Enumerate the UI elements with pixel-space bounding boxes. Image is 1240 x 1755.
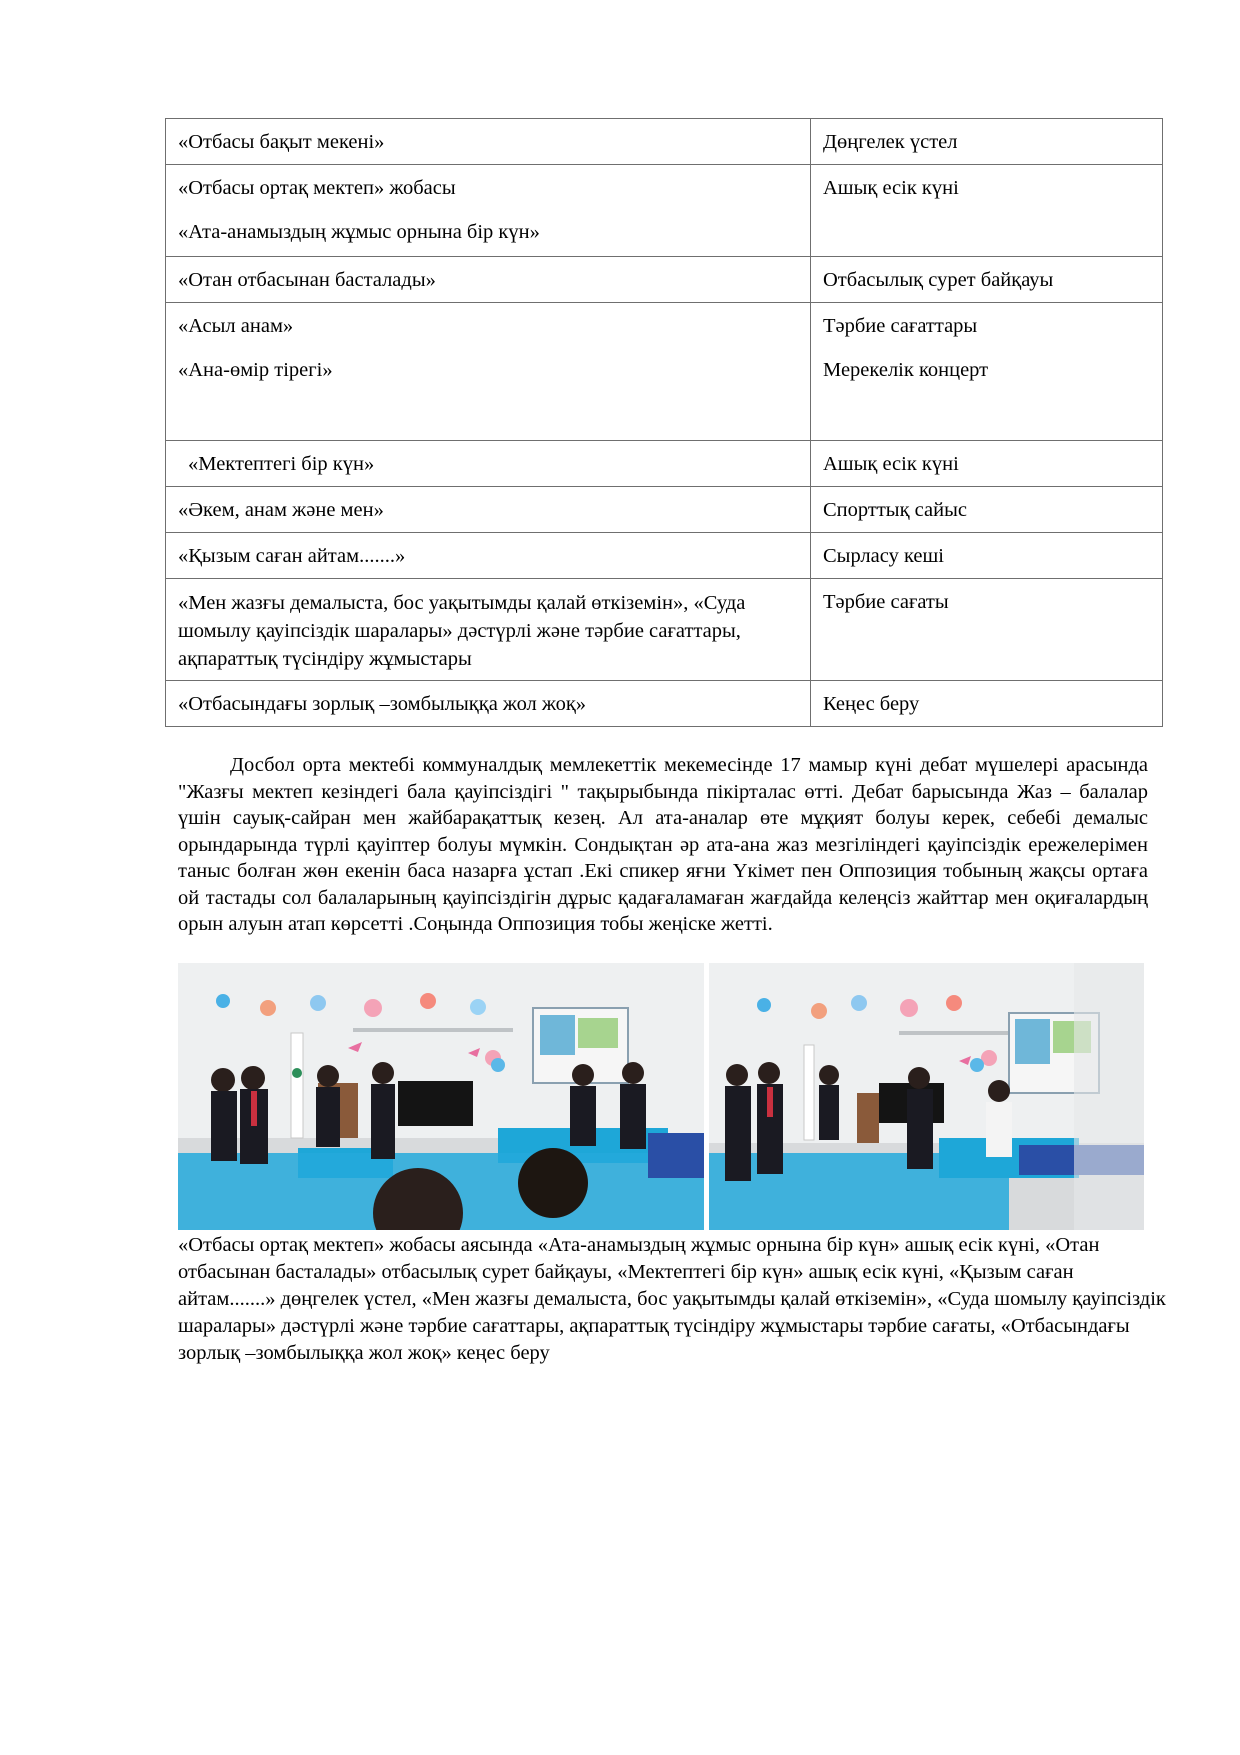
table-row [166,303,1163,441]
table-row [166,533,1163,579]
table-row [166,165,1163,257]
event-name: «Ата-анамыздың жұмыс орнына бір күн» [178,221,540,243]
photo-caption: «Отбасы ортақ мектеп» жобасы аясында «Ата-анамыздың жұмыс орнына бір күн» ашық есік күні, «Отан отбасынан басталады» отбасылық сурет байқауы, «Мектептегі бір күн» ашық есік күні, «Қызым саған айтам.......» дөңгелек үстел, «Мен жазғы демалыста, бос уақытымды қалай өткіземін», «Суда шомылу қауіпсіздік шаралары» дәстүрлі және тәрбие сағаттары, ақпараттық түсіндіру жұмыстары тәрбие сағаты, «Отбасындағы зорлық –зомбылыққа жол жоқ» кеңес беру [178,1234,1166,1364]
event-name: «Қызым саған айтам.......» [178,545,406,567]
event-name-cell [166,257,811,303]
table-row [166,441,1163,487]
event-name-cell [166,533,811,579]
event-name: «Әкем, анам және мен» [178,499,384,521]
table-row [166,257,1163,303]
event-name: «Отбасы ортақ мектеп» жобасы [178,177,456,199]
event-form: Тәрбие сағаты [823,591,949,613]
event-name-cell [166,487,811,533]
event-form-cell [811,257,1163,303]
events-table-body [166,119,1163,727]
event-form: Ашық есік күні [823,177,959,199]
event-form-cell [811,441,1163,487]
event-form-cell [811,579,1163,681]
event-form: Ашық есік күні [823,453,959,475]
event-name: «Отбасы бақыт мекені» [178,131,385,153]
event-form: Кеңес беру [823,693,920,715]
event-form: Отбасылық сурет байқауы [823,269,1054,291]
debate-photo-right-image [709,963,1144,1230]
table-row [166,119,1163,165]
event-name-cell [166,579,811,681]
event-name: «Ана-өмір тірегі» [178,359,333,381]
table-row [166,681,1163,727]
event-form: Сырласу кеші [823,545,944,567]
event-name: «Отан отбасынан басталады» [178,269,436,291]
event-form-cell [811,487,1163,533]
event-name: «Мен жазғы демалыста, бос уақытымды қалай өткіземін», «Суда шомылу қауіпсіздік шаралары» дәстүрлі және тәрбие сағаттары, ақпараттық түсіндіру жұмыстары [178,592,746,670]
event-form-cell [811,681,1163,727]
events-table [165,118,1163,727]
event-form: Мерекелік концерт [823,359,989,381]
event-name-cell [166,303,811,441]
event-form: Тәрбие сағаттары [823,315,978,337]
debate-photo-right [709,963,1144,1230]
event-form: Дөңгелек үстел [823,131,958,153]
event-name-cell [166,441,811,487]
event-form-cell [811,165,1163,257]
event-name: «Мектептегі бір күн» [188,453,375,475]
event-form: Спорттық сайыс [823,499,967,521]
event-name: «Асыл анам» [178,315,294,337]
debate-photo-left [178,963,704,1230]
debate-report-paragraph: Досбол орта мектебі коммуналдық мемлекеттік мекемесінде 17 мамыр күні дебат мүшелері арасында "Жазғы мектеп кезіндегі бала қауіпсіздігі " тақырыбында пікірталас өтті. Дебат барысында Жаз – балалар үшін сауық-сайран мен жайбарақаттық кезең. Ал ата-аналар өте мұқият болуы керек, себебі демалыс орындарында түрлі қауіптер болуы мүмкін. Сондықтан әр ата-ана жаз мезгіліндегі қауіпсіздік ережелерімен таныс болған жөн екенін баса назарға ұстап .Екі спикер яғни Үкімет пен Оппозиция тобының жақсы ортаға ой тастады сол балаларының қауіпсіздігін дұрыс қадағаламаған жағдайда келеңсіз жайттар мен оқиғалардың орын алуын атап көрсетті .Соңында Оппозиция тобы жеңіске жетті. [178,754,1148,935]
table-row [166,487,1163,533]
table-row [166,579,1163,681]
debate-photo-left-image [178,963,704,1230]
event-form-cell [811,533,1163,579]
event-name-cell [166,681,811,727]
event-name-cell [166,165,811,257]
event-form-cell [811,119,1163,165]
event-name: «Отбасындағы зорлық –зомбылыққа жол жоқ» [178,693,587,715]
event-form-cell [811,303,1163,441]
event-name-cell [166,119,811,165]
